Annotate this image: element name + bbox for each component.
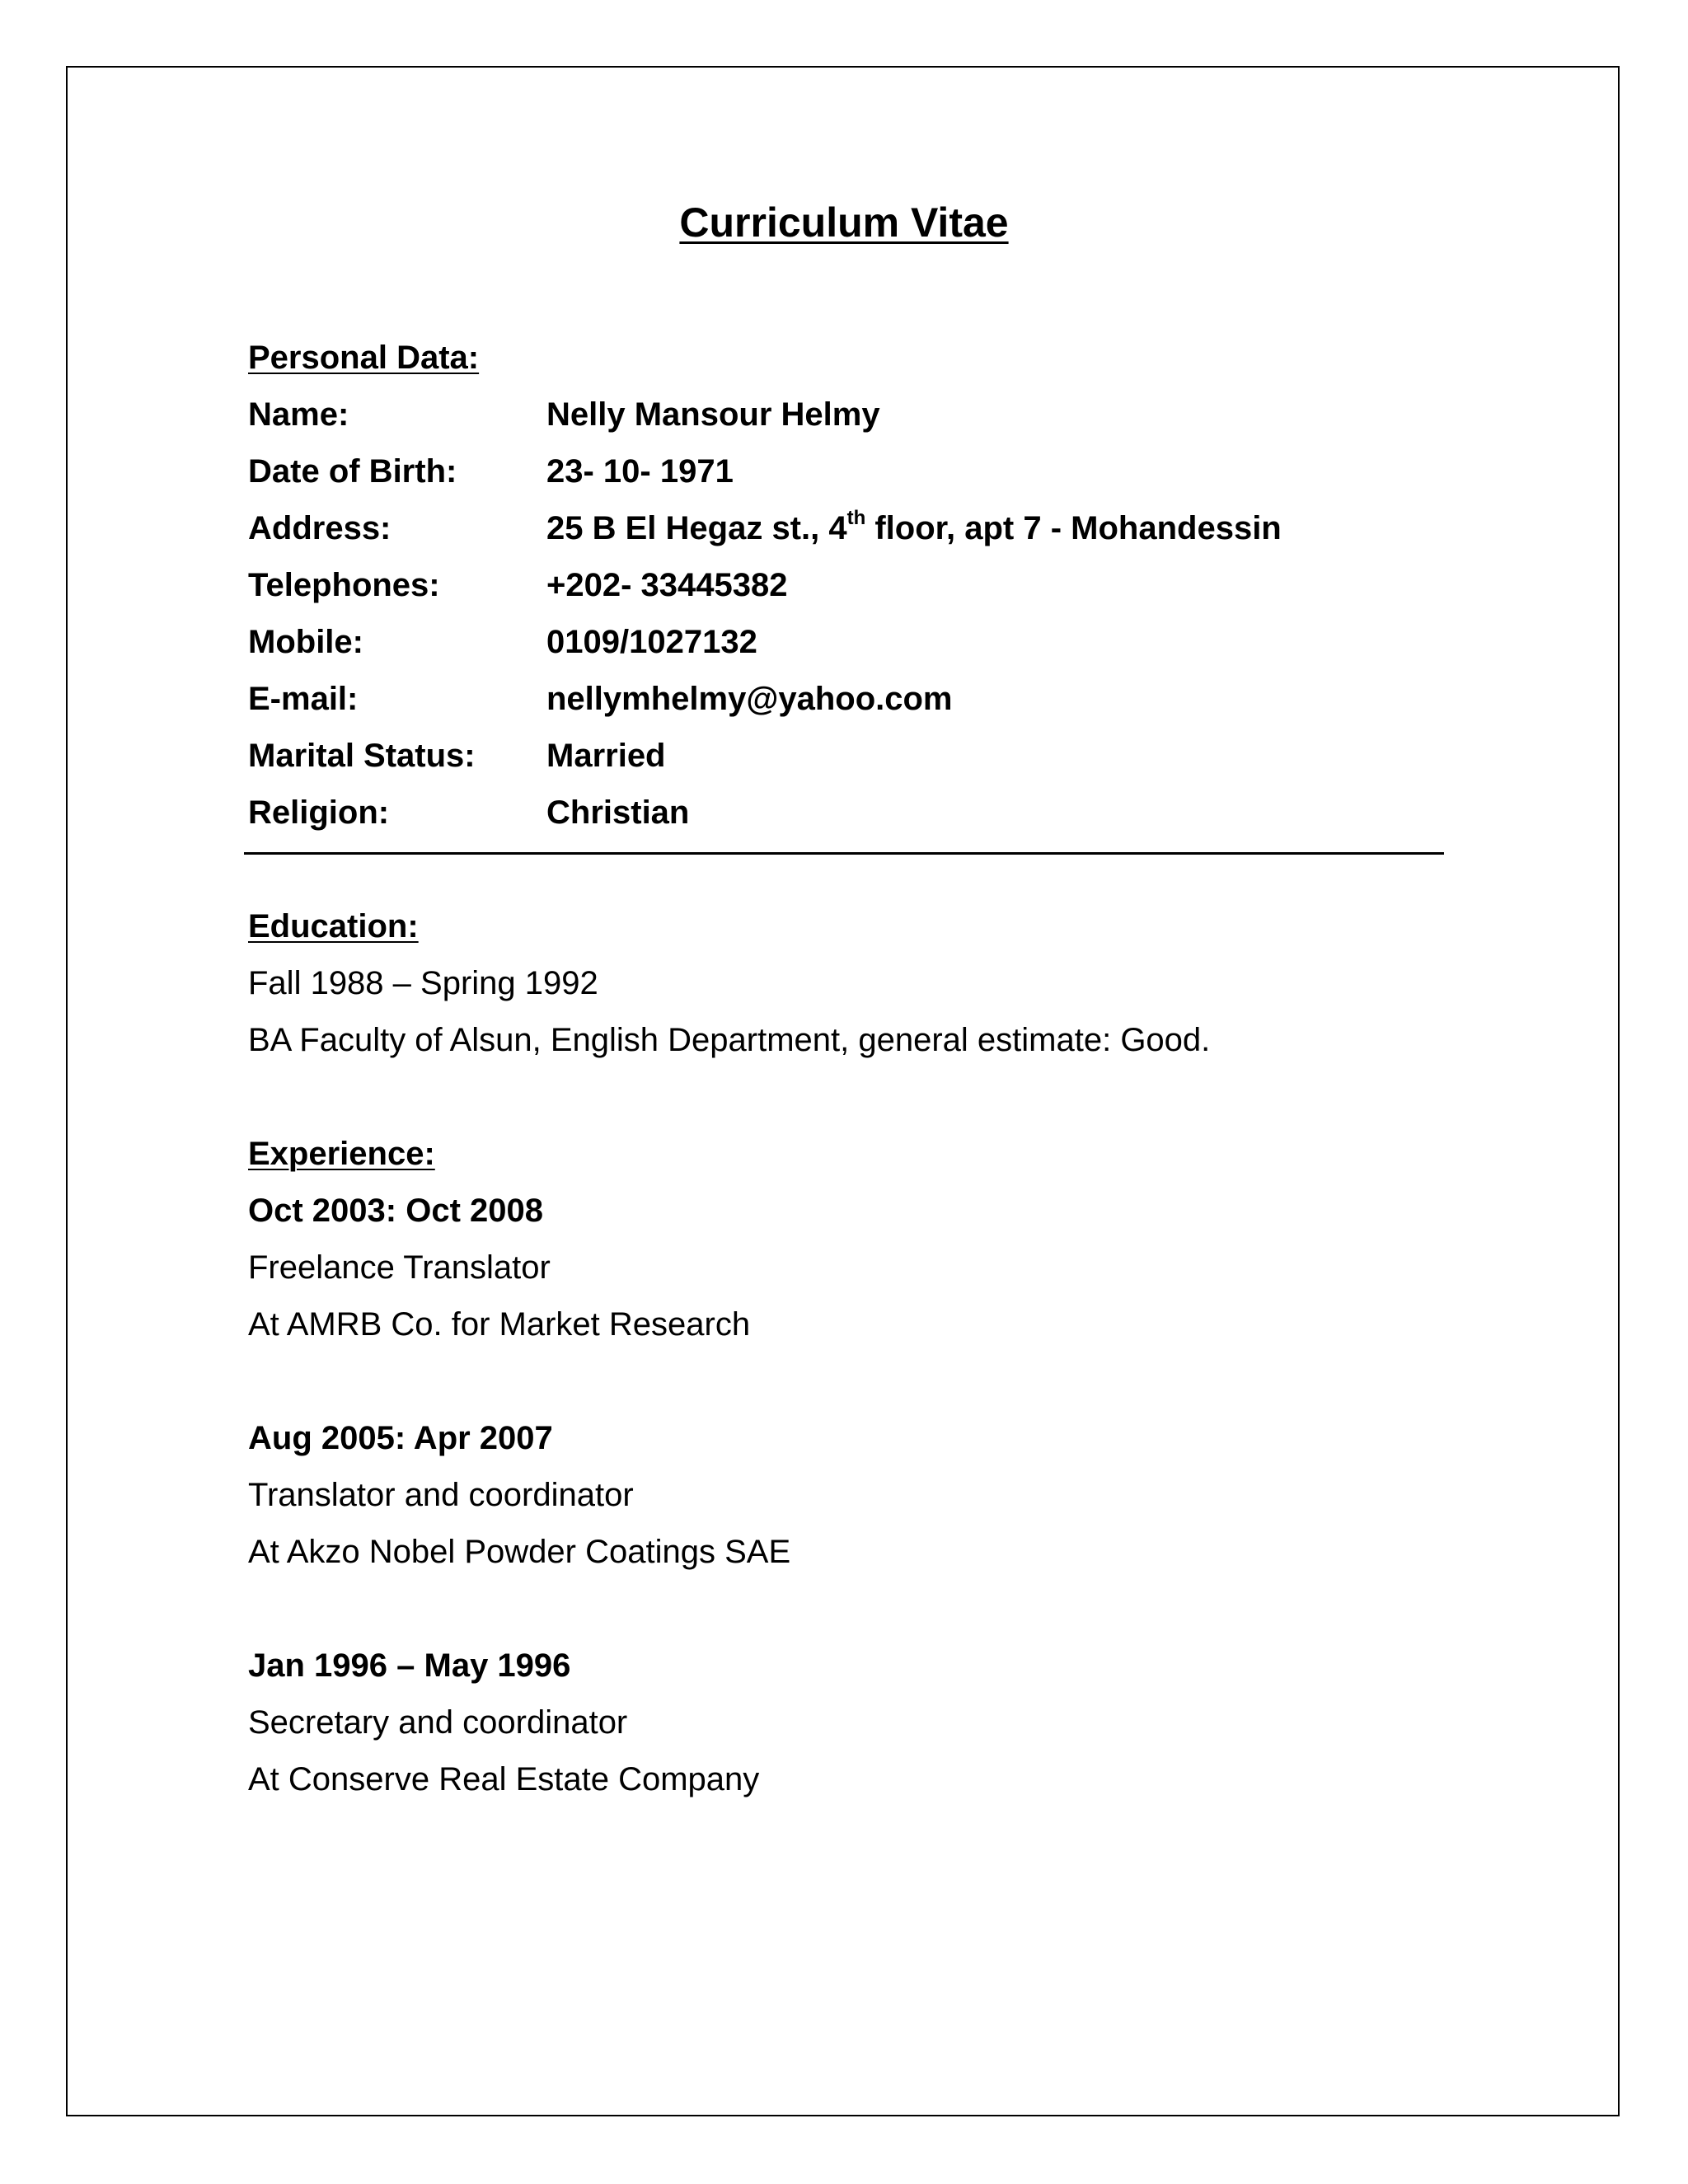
experience-period: Jan 1996 – May 1996 [248,1647,571,1684]
religion-value: Christian [546,794,690,831]
email-label: E-mail: [248,681,359,717]
experience-company: At Akzo Nobel Powder Coatings SAE [248,1534,791,1570]
experience-company: At Conserve Real Estate Company [248,1761,760,1797]
experience-period: Oct 2003: Oct 2008 [248,1193,543,1229]
religion-label: Religion: [248,794,390,831]
address-superscript: th [846,506,866,529]
experience-period: Aug 2005: Apr 2007 [248,1420,553,1456]
section-divider [244,852,1444,855]
experience-company: At AMRB Co. for Market Research [248,1306,751,1343]
address-part2: floor, apt 7 - Mohandessin [865,510,1282,546]
education-degree: BA Faculty of Alsun, English Department, general estimate: Good. [248,1022,1211,1058]
document-title: Curriculum Vitae [679,199,1009,246]
name-row [248,387,1443,443]
address-label: Address: [248,510,392,546]
experience-heading: Experience: [248,1136,435,1172]
dob-row [248,443,1443,500]
experience-role: Freelance Translator [248,1249,551,1286]
telephones-row [248,557,1443,614]
education-period: Fall 1988 – Spring 1992 [248,965,598,1001]
mobile-row [248,614,1443,671]
telephones-value: +202- 33445382 [546,567,788,603]
telephones-label: Telephones: [248,567,440,603]
religion-row [248,785,1443,841]
cv-content [248,330,1443,1808]
address-row [248,500,1443,557]
marital-value: Married [546,738,666,774]
name-label: Name: [248,396,349,433]
education-heading: Education: [248,908,419,944]
mobile-label: Mobile: [248,624,363,660]
address-value [546,500,1443,557]
experience-role: Secretary and coordinator [248,1704,628,1741]
email-value: nellymhelmy@yahoo.com [546,681,953,717]
mobile-value: 0109/1027132 [546,624,757,660]
dob-label: Date of Birth: [248,453,457,490]
address-part1: 25 B El Hegaz st., 4 [546,510,847,546]
dob-value: 23- 10- 1971 [546,453,734,490]
email-row [248,671,1443,728]
name-value: Nelly Mansour Helmy [546,396,880,433]
experience-role: Translator and coordinator [248,1477,634,1513]
marital-label: Marital Status: [248,738,476,774]
marital-row [248,728,1443,785]
personal-data-heading: Personal Data: [248,340,480,376]
